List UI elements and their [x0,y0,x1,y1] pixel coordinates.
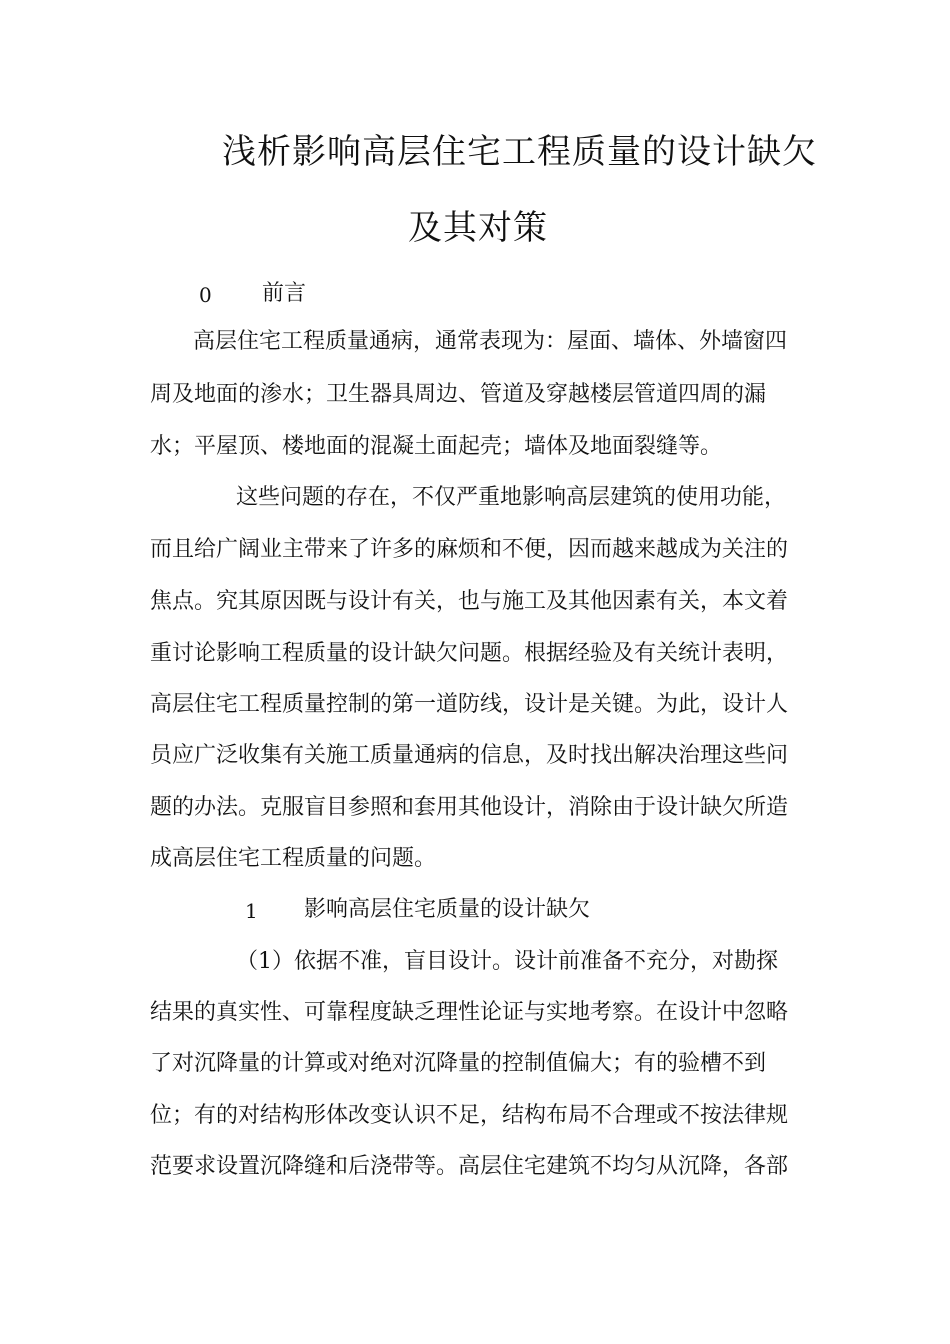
section-0-heading: 前言 [262,281,307,306]
paragraph-1-line: 高层住宅工程质量通病，通常表现为：屋面、墙体、外墙窗四 [193,329,788,354]
paragraph-2-line: 高层住宅工程质量控制的第一道防线，设计是关键。为此，设计人 [150,692,789,717]
paragraph-2-line: 员应广泛收集有关施工质量通病的信息，及时找出解决治理这些问 [150,743,789,768]
paragraph-2-line: 成高层住宅工程质量的问题。 [150,846,437,871]
paragraph-2-line: 焦点。究其原因既与设计有关，也与施工及其他因素有关，本文着 [150,589,789,614]
section-1-number: 1 [245,899,258,923]
paragraph-1-line: 周及地面的渗水；卫生器具周边、管道及穿越楼层管道四周的漏 [150,382,767,407]
paragraph-3-line: 结果的真实性、可靠程度缺乏理性论证与实地考察。在设计中忽略 [150,1000,789,1025]
paragraph-2-line: 题的办法。克服盲目参照和套用其他设计，消除由于设计缺欠所造 [150,795,789,820]
paragraph-3-line: 范要求设置沉降缝和后浇带等。高层住宅建筑不均匀从沉降，各部 [150,1154,789,1179]
paragraph-2-line: 重讨论影响工程质量的设计缺欠问题。根据经验及有关统计表明， [150,641,789,666]
paragraph-2-line: 这些问题的存在，不仅严重地影响高层建筑的使用功能， [236,485,787,510]
paragraph-3-line: （1）依据不准，盲目设计。设计前准备不充分，对勘探 [236,949,778,974]
paragraph-3-line: 了对沉降量的计算或对绝对沉降量的控制值偏大；有的验槽不到 [150,1051,767,1076]
paragraph-1-line: 水；平屋顶、楼地面的混凝土面起壳；墙体及地面裂缝等。 [150,434,723,459]
section-0-number: 0 [199,283,212,307]
section-1-heading: 影响高层住宅质量的设计缺欠 [304,897,591,922]
document-title-line-2: 及其对策 [408,208,548,248]
document-title-line-1: 浅析影响高层住宅工程质量的设计缺欠 [222,132,817,172]
paragraph-2-line: 而且给广阔业主带来了许多的麻烦和不便，因而越来越成为关注的 [150,537,789,562]
paragraph-3-line: 位；有的对结构形体改变认识不足，结构布局不合理或不按法律规 [150,1103,789,1128]
